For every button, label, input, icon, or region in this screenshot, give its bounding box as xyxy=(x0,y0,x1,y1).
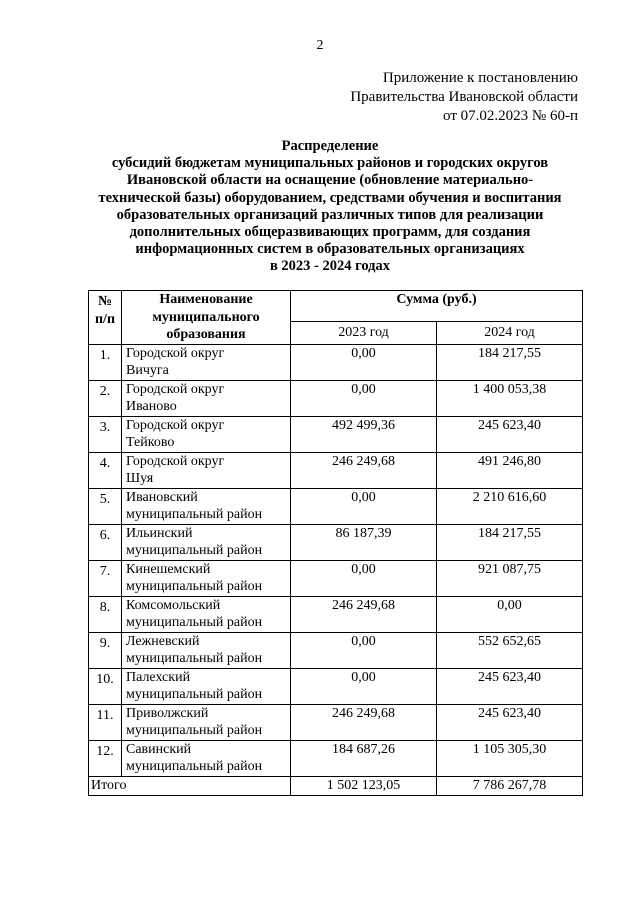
row-name-line1: Лежневский xyxy=(126,633,200,649)
subsidy-table xyxy=(88,290,583,796)
row-2024: 245 623,40 xyxy=(437,704,583,740)
row-2023: 246 249,68 xyxy=(291,452,437,488)
row-name-line1: Городской округ xyxy=(126,453,225,469)
table-row xyxy=(89,344,583,380)
row-2023: 0,00 xyxy=(291,560,437,596)
row-num: 4. xyxy=(89,452,122,488)
table-row xyxy=(89,560,583,596)
row-2023: 246 249,68 xyxy=(291,704,437,740)
title-line: дополнительных общеразвивающих программ, для создания xyxy=(129,224,531,241)
table-row xyxy=(89,452,583,488)
row-name-line2: муниципальный район xyxy=(126,723,263,738)
row-num: 2. xyxy=(89,380,122,416)
row-2023: 0,00 xyxy=(291,668,437,704)
header-name: Наименование муниципального образования xyxy=(122,291,291,345)
row-num: 5. xyxy=(89,488,122,524)
row-name xyxy=(122,344,291,380)
row-name xyxy=(122,380,291,416)
row-name-line2: Шуя xyxy=(126,471,154,486)
row-name xyxy=(122,524,291,560)
row-2024: 245 623,40 xyxy=(437,668,583,704)
table-row xyxy=(89,416,583,452)
row-num: 9. xyxy=(89,632,122,668)
row-2024: 184 217,55 xyxy=(437,344,583,380)
title-line: информационных систем в образовательных организациях xyxy=(135,241,525,258)
row-num: 3. xyxy=(89,416,122,452)
row-name xyxy=(122,452,291,488)
row-2023: 184 687,26 xyxy=(291,740,437,776)
row-name-line2: муниципальный район xyxy=(126,759,263,774)
table-row xyxy=(89,704,583,740)
row-name-line2: муниципальный район xyxy=(126,507,263,522)
total-row xyxy=(89,776,583,795)
row-name-line1: Савинский xyxy=(126,741,192,757)
appendix-block xyxy=(350,69,578,126)
title-line: Распределение xyxy=(281,138,379,154)
row-name xyxy=(122,704,291,740)
table-row xyxy=(89,668,583,704)
row-name xyxy=(122,668,291,704)
header-sum: Сумма (руб.) xyxy=(291,291,583,322)
row-name-line1: Приволжский xyxy=(126,705,209,721)
row-name-line2: Тейково xyxy=(126,435,175,450)
appendix-line: от 07.02.2023 № 60-п xyxy=(443,108,578,124)
row-2024: 1 400 053,38 xyxy=(437,380,583,416)
title-line: Ивановской области на оснащение (обновление материально- xyxy=(126,172,534,189)
row-2023: 246 249,68 xyxy=(291,596,437,632)
row-name-line2: муниципальный район xyxy=(126,687,263,702)
row-2023: 492 499,36 xyxy=(291,416,437,452)
row-2024: 921 087,75 xyxy=(437,560,583,596)
row-num: 12. xyxy=(89,740,122,776)
row-name-line2: муниципальный район xyxy=(126,579,263,594)
row-name-line1: Городской округ xyxy=(126,345,225,361)
title-line: образовательных организаций различных типов для реализации xyxy=(116,206,544,223)
row-name-line1: Городской округ xyxy=(126,381,225,397)
row-2023: 0,00 xyxy=(291,380,437,416)
row-name xyxy=(122,416,291,452)
row-name xyxy=(122,560,291,596)
row-name xyxy=(122,632,291,668)
row-2024: 245 623,40 xyxy=(437,416,583,452)
table-row xyxy=(89,524,583,560)
table-row xyxy=(89,632,583,668)
row-name-line1: Ильинский xyxy=(126,525,193,541)
header-year-2024: 2024 год xyxy=(437,321,583,344)
page-number: 2 xyxy=(316,38,324,53)
row-name xyxy=(122,740,291,776)
row-num: 1. xyxy=(89,344,122,380)
row-name-line1: Кинешемский xyxy=(126,561,211,577)
row-name-line2: муниципальный район xyxy=(126,615,263,630)
table-row xyxy=(89,740,583,776)
row-name-line2: муниципальный район xyxy=(126,651,263,666)
row-2023: 86 187,39 xyxy=(291,524,437,560)
header-year-2023: 2023 год xyxy=(291,321,437,344)
row-2024: 552 652,65 xyxy=(437,632,583,668)
row-num: 6. xyxy=(89,524,122,560)
title-line: технической базы) оборудованием, средствами обучения и воспитания xyxy=(98,189,562,206)
row-name-line2: муниципальный район xyxy=(126,543,263,558)
header-num: № п/п xyxy=(89,291,122,345)
row-2024: 184 217,55 xyxy=(437,524,583,560)
table-row xyxy=(89,596,583,632)
total-2024: 7 786 267,78 xyxy=(437,776,583,795)
row-num: 7. xyxy=(89,560,122,596)
row-name-line2: Иваново xyxy=(126,399,177,414)
row-name-line1: Палехский xyxy=(126,669,191,685)
document-title xyxy=(80,138,580,276)
appendix-line: Правительства Ивановской области xyxy=(350,89,578,105)
row-2023: 0,00 xyxy=(291,344,437,380)
total-2023: 1 502 123,05 xyxy=(291,776,437,795)
title-line: субсидий бюджетам муниципальных районов и городских округов xyxy=(111,155,549,172)
row-num: 11. xyxy=(89,704,122,740)
row-name-line1: Комсомольский xyxy=(126,597,221,613)
row-name-line1: Городской округ xyxy=(126,417,225,433)
row-num: 8. xyxy=(89,596,122,632)
total-label: Итого xyxy=(89,776,291,795)
row-name-line1: Ивановский xyxy=(126,489,198,505)
table-row xyxy=(89,488,583,524)
row-2023: 0,00 xyxy=(291,632,437,668)
appendix-line: Приложение к постановлению xyxy=(382,70,578,86)
row-2024: 491 246,80 xyxy=(437,452,583,488)
row-2024: 2 210 616,60 xyxy=(437,488,583,524)
row-name xyxy=(122,488,291,524)
row-name-line2: Вичуга xyxy=(126,363,169,378)
table-row xyxy=(89,380,583,416)
row-2023: 0,00 xyxy=(291,488,437,524)
row-2024: 0,00 xyxy=(437,596,583,632)
title-line: в 2023 - 2024 годах xyxy=(269,258,391,275)
row-name xyxy=(122,596,291,632)
row-num: 10. xyxy=(89,668,122,704)
row-2024: 1 105 305,30 xyxy=(437,740,583,776)
